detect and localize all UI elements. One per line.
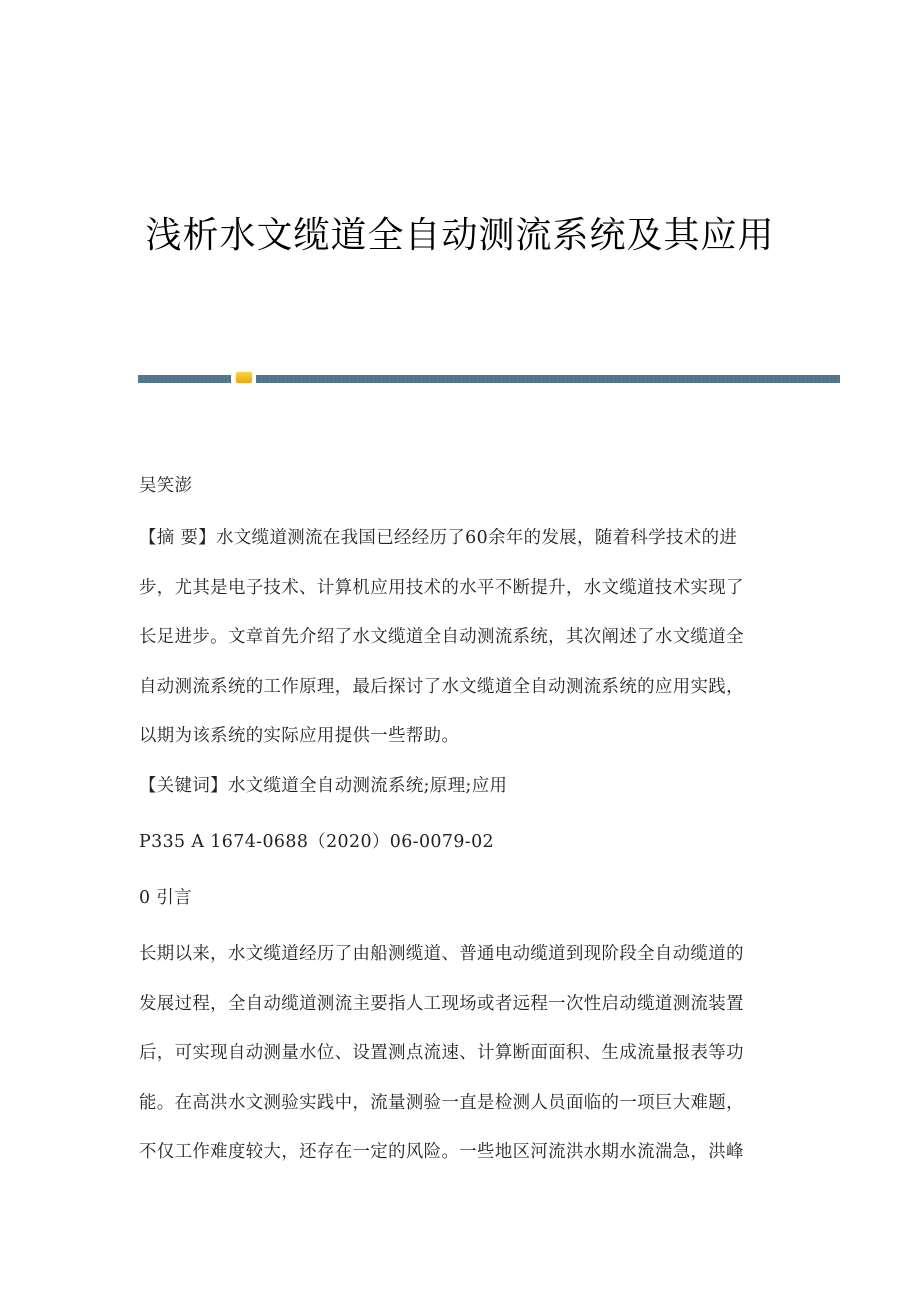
abstract-line: 【摘 要】水文缆道测流在我国已经经历了60余年的发展，随着科学技术的进 xyxy=(139,528,738,548)
divider-bar-left xyxy=(138,375,231,383)
section-heading-text: 0 引言 xyxy=(139,888,192,908)
classification-code xyxy=(139,818,779,868)
author-text: 吴笑澎 xyxy=(139,476,193,496)
title-divider xyxy=(138,375,840,383)
section-heading xyxy=(139,874,779,924)
abstract xyxy=(139,514,779,762)
divider-gem-icon xyxy=(236,372,252,383)
keywords xyxy=(139,762,779,812)
body-line: 不仅工作难度较大，还存在一定的风险。一些地区河流洪水期水流湍急，洪峰 xyxy=(139,1142,744,1162)
body-text xyxy=(139,930,779,1178)
author-name xyxy=(139,462,779,512)
body-line: 长期以来，水文缆道经历了由船测缆道、普通电动缆道到现阶段全自动缆道的 xyxy=(139,944,744,964)
divider-bar-right xyxy=(256,375,840,383)
classification-text: P335 A 1674-0688（2020）06-0079-02 xyxy=(139,832,495,852)
document-title: 浅析水文缆道全自动测流系统及其应用 xyxy=(145,215,775,256)
body-line: 后，可实现自动测量水位、设置测点流速、计算断面面积、生成流量报表等功 xyxy=(139,1043,744,1063)
keywords-text: 【关键词】水文缆道全自动测流系统;原理;应用 xyxy=(139,776,508,796)
abstract-line: 以期为该系统的实际应用提供一些帮助。 xyxy=(139,726,460,746)
body-line: 发展过程，全自动缆道测流主要指人工现场或者远程一次性启动缆道测流装置 xyxy=(139,993,744,1014)
abstract-line: 自动测流系统的工作原理，最后探讨了水文缆道全自动测流系统的应用实践， xyxy=(139,676,744,697)
body-line: 能。在高洪水文测验实践中，流量测验一直是检测人员面临的一项巨大难题， xyxy=(139,1092,744,1113)
abstract-line: 步，尤其是电子技术、计算机应用技术的水平不断提升，水文缆道技术实现了 xyxy=(139,577,744,598)
abstract-line: 长足进步。文章首先介绍了水文缆道全自动测流系统，其次阐述了水文缆道全 xyxy=(139,627,744,647)
